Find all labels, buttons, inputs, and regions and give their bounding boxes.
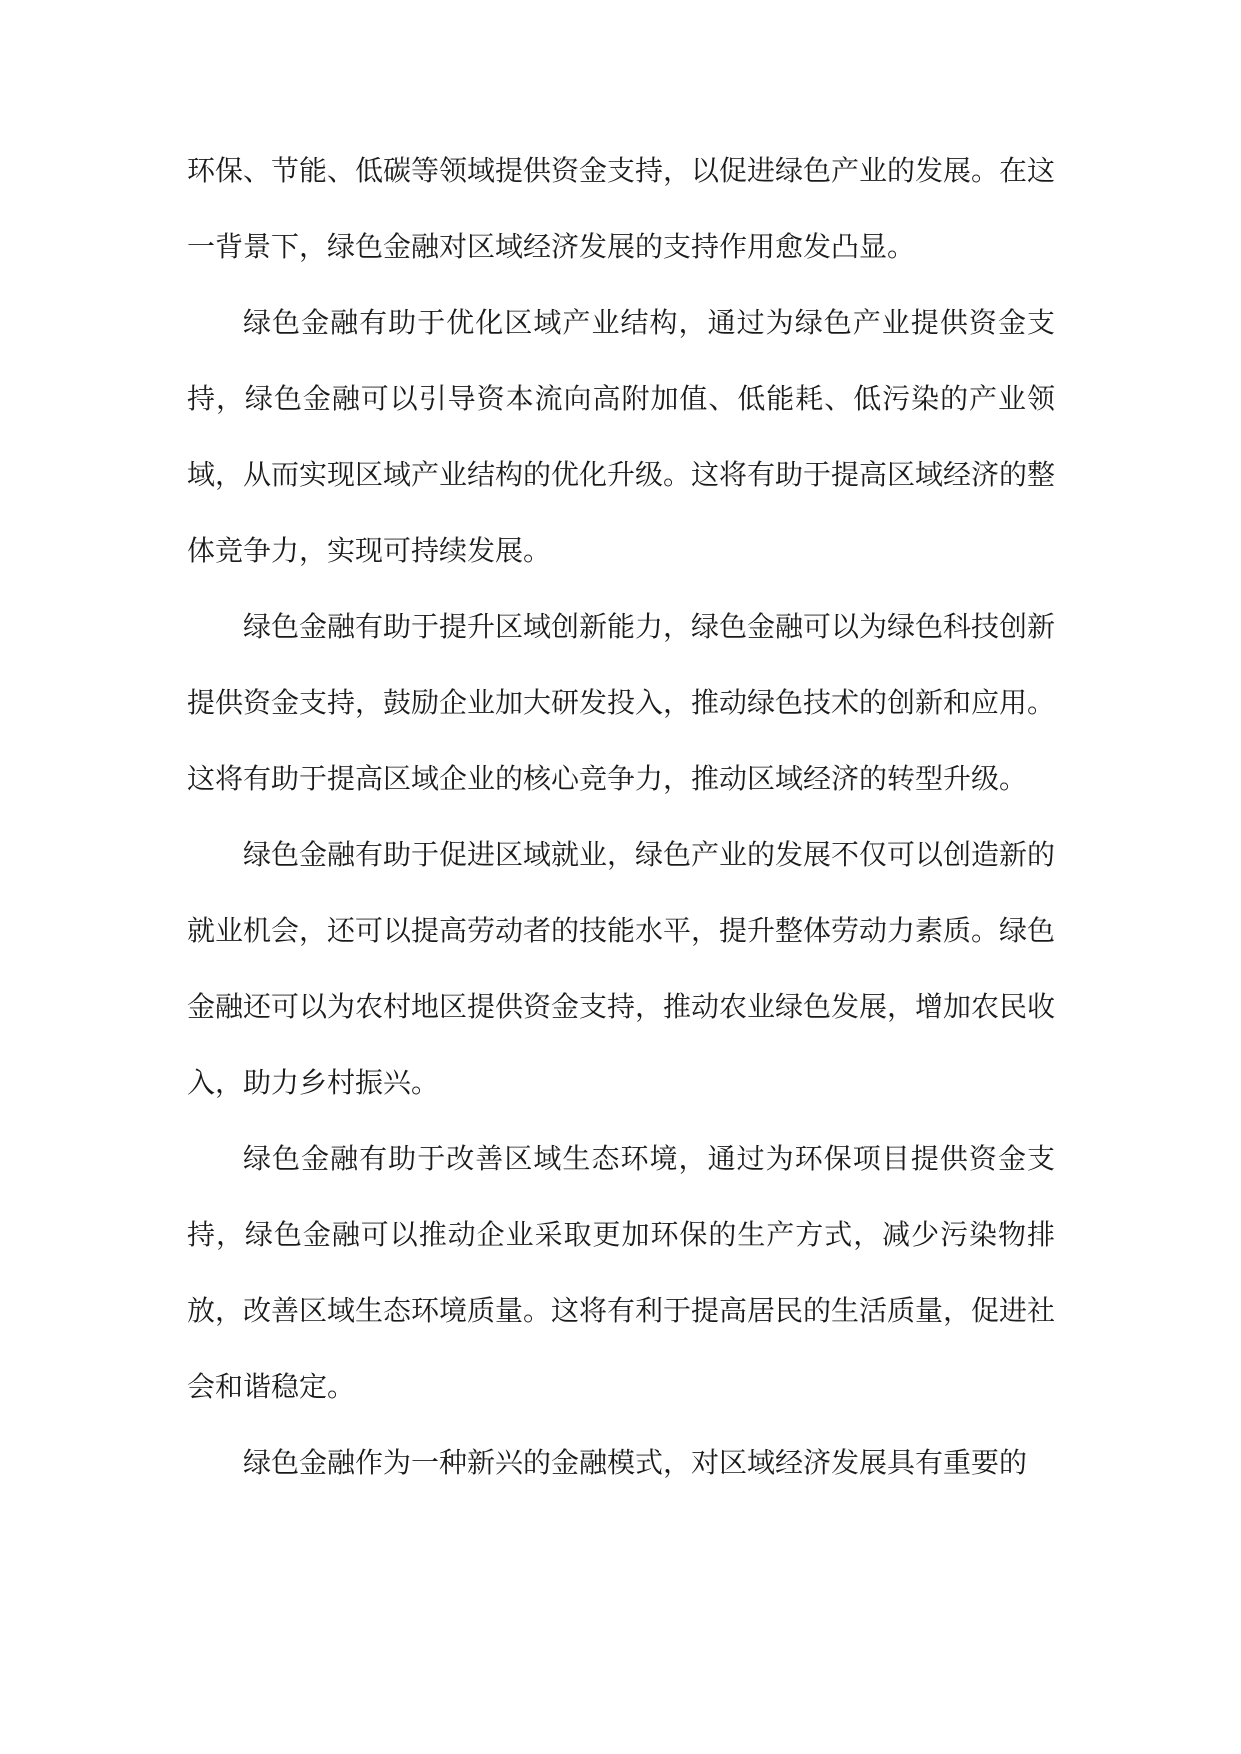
paragraph-continued: 环保、节能、低碳等领域提供资金支持，以促进绿色产业的发展。在这一背景下，绿色金融对区域经济发展的支持作用愈发凸显。: [187, 154, 1056, 263]
paragraph-innovation: 绿色金融有助于提升区域创新能力，绿色金融可以为绿色科技创新提供资金支持，鼓励企业加大研发投入，推动绿色技术的创新和应用。这将有助于提高区域企业的核心竞争力，推动区域经济的转型升级。: [187, 610, 1056, 795]
document-body: [187, 133, 1055, 1501]
paragraph-employment: 绿色金融有助于促进区域就业，绿色产业的发展不仅可以创造新的就业机会，还可以提高劳动者的技能水平，提升整体劳动力素质。绿色金融还可以为农村地区提供资金支持，推动农业绿色发展，增加农民收入，助力乡村振兴。: [187, 838, 1056, 1099]
paragraph-conclusion: 绿色金融作为一种新兴的金融模式，对区域经济发展具有重要的: [243, 1446, 1028, 1479]
paragraph-ecology: 绿色金融有助于改善区域生态环境，通过为环保项目提供资金支持，绿色金融可以推动企业采取更加环保的生产方式，减少污染物排放，改善区域生态环境质量。这将有利于提高居民的生活质量，促进社会和谐稳定。: [187, 1142, 1056, 1403]
paragraph-industrial-structure: 绿色金融有助于优化区域产业结构，通过为绿色产业提供资金支持，绿色金融可以引导资本流向高附加值、低能耗、低污染的产业领域，从而实现区域产业结构的优化升级。这将有助于提高区域经济的整体竞争力，实现可持续发展。: [187, 306, 1056, 567]
